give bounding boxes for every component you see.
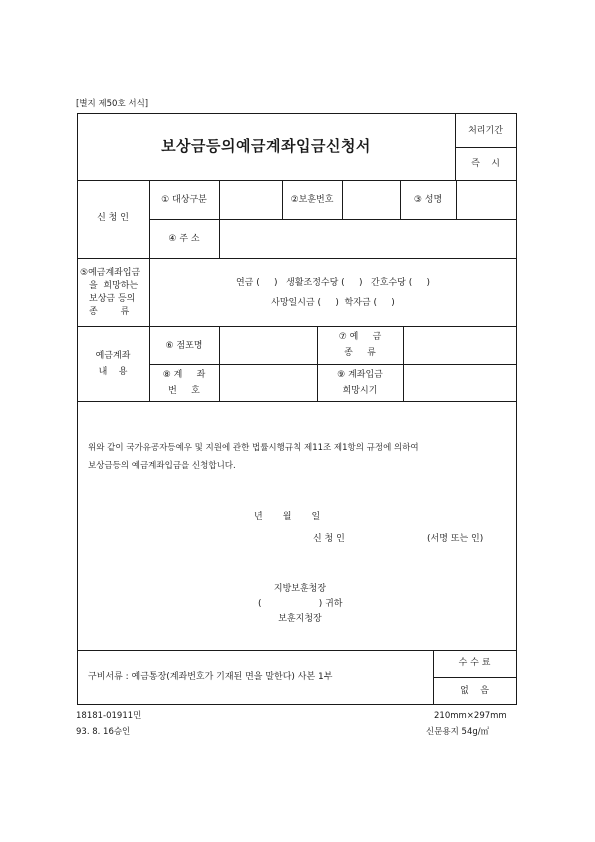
required-documents: 구비서류 : 예금통장(계좌번호가 기재된 면을 말한다) 사본 1부 [88, 672, 333, 682]
account-number-label: 번 호 [168, 386, 200, 396]
account-section-label: 예금계좌 [95, 351, 131, 361]
account-number-field[interactable] [220, 365, 316, 400]
signature-label: 신 청 인 [313, 534, 345, 544]
compensation-type-label: 을 희망하는 [89, 281, 139, 291]
name-field[interactable] [457, 181, 515, 218]
deposit-type-label: ⑦ 예 금 [338, 332, 382, 342]
desired-date-label: 희망시기 [342, 386, 378, 396]
compensation-type-label: 종 류 [89, 307, 130, 317]
account-section-label: 내 용 [98, 367, 128, 377]
form-number-label: [별지 제50호 서식] [76, 99, 149, 109]
processing-period-value: 즉 시 [471, 159, 500, 169]
branch-name-label: ⑥ 점포명 [165, 341, 203, 351]
divider [433, 677, 516, 678]
compensation-type-label: ⑤예금계좌입금 [80, 268, 141, 278]
compensation-type-label: 보상금 등의 [89, 294, 136, 304]
veteran-number-field[interactable] [343, 181, 400, 218]
target-category-label: ① 대상구분 [161, 195, 207, 205]
name-label: ③ 성명 [413, 195, 443, 205]
branch-name-field[interactable] [220, 327, 316, 363]
date-line[interactable]: 년 월 일 [254, 512, 321, 522]
account-number-label: ⑧ 계 좌 [162, 370, 206, 380]
paper-type: 신문용지 54g/㎡ [426, 727, 490, 737]
form-title: 보상금등의예금계좌입금신청서 [161, 137, 371, 155]
statement-text: 위와 같이 국가유공자등예우 및 지원에 관한 법률시행규칙 제11조 제1항의 규정에 의하여 [88, 443, 419, 453]
applicant-section-label: 신 청 인 [97, 213, 129, 223]
statement-text: 보상금등의 예금계좌입금을 신청합니다. [88, 461, 236, 471]
recipient-office: 보훈지청장 [278, 614, 322, 624]
fee-label: 수 수 료 [458, 658, 491, 668]
divider [77, 650, 517, 651]
table-border-top [77, 113, 517, 114]
processing-period-label: 처리기간 [468, 126, 503, 136]
desired-date-label: ⑨ 계좌입금 [337, 370, 383, 380]
table-border-left [77, 113, 78, 705]
form-code: 18181-01911민 [76, 711, 142, 721]
table-border-right [516, 113, 517, 705]
address-field[interactable] [220, 220, 515, 257]
divider [149, 180, 150, 401]
deposit-type-label: 종 류 [344, 348, 376, 358]
address-label: ④ 주 소 [168, 234, 200, 244]
deposit-type-field[interactable] [404, 327, 515, 363]
table-border-bottom [77, 704, 517, 705]
divider [455, 147, 516, 148]
desired-date-field[interactable] [404, 365, 515, 400]
recipient-office: ( ) 귀하 [258, 599, 343, 609]
compensation-options-line-2[interactable]: 사망일시금 ( ) 학자금 ( ) [271, 298, 395, 308]
veteran-number-label: ②보훈번호 [290, 195, 334, 205]
compensation-options-line-1[interactable]: 연금 ( ) 생활조정수당 ( ) 간호수당 ( ) [235, 278, 431, 288]
divider [77, 258, 517, 259]
signature-note: (서명 또는 인) [427, 534, 484, 544]
approval-date: 93. 8. 16승인 [76, 727, 131, 737]
target-category-field[interactable] [220, 181, 282, 218]
divider [77, 401, 517, 402]
recipient-office: 지방보훈청장 [273, 584, 327, 594]
paper-size: 210mm×297mm [434, 711, 507, 721]
fee-value: 없 음 [460, 686, 489, 696]
divider [77, 180, 517, 181]
